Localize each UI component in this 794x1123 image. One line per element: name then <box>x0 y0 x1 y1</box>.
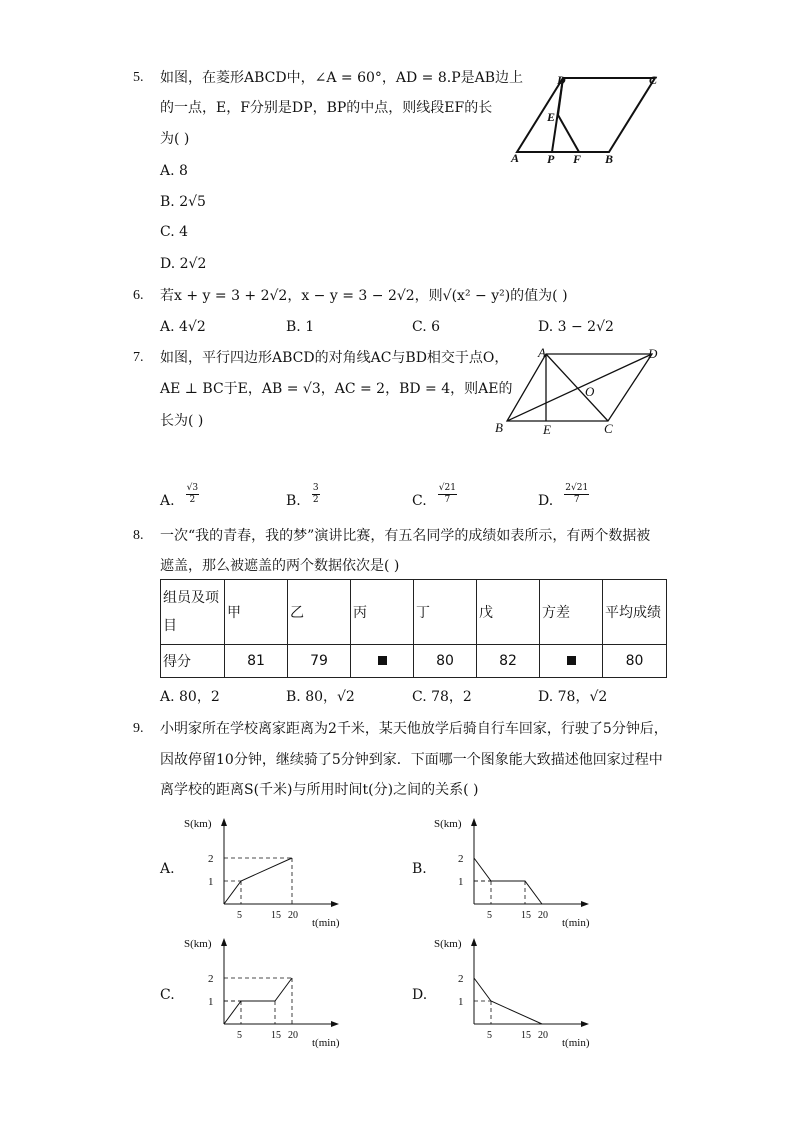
y-axis-label: S(km) <box>184 818 212 830</box>
y-axis-arrow <box>221 818 227 826</box>
q7-label-d: D <box>648 346 658 361</box>
x-tick-label: 5 <box>237 1030 242 1041</box>
q7-option-d[interactable]: D. $\frac{2√21}{7}$ <box>538 483 589 509</box>
q8-option-d[interactable]: D. 78，√2 <box>538 689 608 705</box>
q9-stem-line3: 离学校的距离S(千米)与所用时间t(分)之间的关系( ) <box>160 782 479 798</box>
x-tick-label: 15 <box>521 910 531 921</box>
q5-option-a[interactable]: A. 8 <box>160 163 188 179</box>
q6-option-d[interactable]: D. 3 − 2√2 <box>538 319 614 335</box>
q7-number: 7. <box>133 350 144 365</box>
table-cell: 79 <box>288 645 351 678</box>
q7-stem-line3: 长为( ) <box>160 413 204 429</box>
q7-c-denominator: 7 <box>444 495 451 505</box>
q7-stem-line2: AE ⊥ BC于E，AB = √3，AC = 2，BD = 4，则AE的 <box>160 381 513 397</box>
x-axis-arrow <box>581 901 589 907</box>
q8-option-c[interactable]: C. 78，2 <box>412 689 472 705</box>
table-row-label: 得分 <box>161 645 225 678</box>
table-header-cell: 组员及项目 <box>161 580 225 645</box>
x-tick-label: 5 <box>237 910 242 921</box>
x-axis-label: t(min) <box>562 1037 590 1049</box>
q5-stem-line3: 为( ) <box>160 131 190 147</box>
q7-c-numerator: √21 <box>438 483 456 493</box>
q7-option-b[interactable]: B. $\frac{3}{2}$ <box>286 483 319 509</box>
q5-stem-line2: 的一点，E，F分别是DP，BP的中点，则线段EF的长 <box>160 100 493 116</box>
x-tick-label: 15 <box>271 1030 281 1041</box>
table-header-cell: 乙 <box>288 580 351 645</box>
y-tick-label: 1 <box>208 996 214 1008</box>
q8-number: 8. <box>133 528 144 543</box>
q5-label-f: F <box>573 152 582 166</box>
x-tick-label: 20 <box>538 1030 548 1041</box>
table-header-cell: 平均成绩 <box>603 580 667 645</box>
table-cell-masked <box>540 645 603 678</box>
q7-d-numerator: 2√21 <box>565 483 589 493</box>
table-header-cell: 方差 <box>540 580 603 645</box>
q7-a-numerator: √3 <box>186 483 199 493</box>
y-tick-label: 1 <box>458 996 464 1008</box>
y-tick-label: 2 <box>208 973 214 985</box>
x-tick-label: 20 <box>288 910 298 921</box>
q7-label-o: O <box>585 384 595 399</box>
q8-option-a[interactable]: A. 80，2 <box>160 689 220 705</box>
x-axis-label: t(min) <box>312 1037 340 1049</box>
q9-option-c[interactable]: C. <box>160 987 175 1003</box>
y-tick-label: 2 <box>458 973 464 985</box>
q8-stem-line1: 一次“我的青春，我的梦”演讲比赛，有五名同学的成绩如表所示，有两个数据被 <box>160 528 651 544</box>
table-header-cell: 甲 <box>225 580 288 645</box>
q7-d-denominator: 7 <box>573 495 580 505</box>
table-header-cell: 丙 <box>351 580 414 645</box>
q9-graph-d[interactable] <box>426 932 606 1050</box>
x-tick-label: 5 <box>487 910 492 921</box>
q5-rhombus-figure <box>505 68 665 168</box>
table-cell: 82 <box>477 645 540 678</box>
table-row <box>161 645 667 678</box>
q7-label-c: C <box>604 421 613 436</box>
table-header-cell: 丁 <box>414 580 477 645</box>
y-axis-label: S(km) <box>434 938 462 950</box>
q5-option-b[interactable]: B. 2√5 <box>160 194 206 210</box>
q5-option-d[interactable]: D. 2√2 <box>160 256 207 272</box>
y-tick-label: 1 <box>458 876 464 888</box>
table-cell-masked <box>351 645 414 678</box>
q6-stem: 若x + y = 3 + 2√2，x − y = 3 − 2√2，则√(x² − y²)的值为( ) <box>160 288 568 304</box>
table-cell: 80 <box>414 645 477 678</box>
q7-stem-line1: 如图，平行四边形ABCD的对角线AC与BD相交于点O， <box>160 350 509 366</box>
q5-stem-line1: 如图，在菱形ABCD中，∠A = 60°，AD = 8.P是AB边上 <box>160 70 524 86</box>
q6-option-b[interactable]: B. 1 <box>286 319 315 335</box>
q9-number: 9. <box>133 721 144 736</box>
x-tick-label: 5 <box>487 1030 492 1041</box>
table-header-row <box>161 580 667 645</box>
q9-option-d[interactable]: D. <box>412 987 428 1003</box>
q7-option-c[interactable]: C. $\frac{√21}{7}$ <box>412 483 456 509</box>
q5-label-a: A <box>511 151 520 165</box>
q7-parallelogram-figure <box>490 345 670 440</box>
q8-stem-line2: 遮盖，那么被遮盖的两个数据依次是( ) <box>160 558 400 574</box>
x-tick-label: 15 <box>521 1030 531 1041</box>
q6-number: 6. <box>133 288 144 303</box>
q7-label-b: B <box>495 420 503 435</box>
q7-label-a: A <box>538 345 546 360</box>
x-axis-label: t(min) <box>562 917 590 929</box>
q9-stem-line2: 因故停留10分钟，继续骑了5分钟到家．下面哪一个图象能大致描述他回家过程中 <box>160 752 663 768</box>
q9-graph-b[interactable] <box>426 812 606 930</box>
q9-graph-a[interactable] <box>176 812 356 930</box>
q9-graph-c[interactable] <box>176 932 356 1050</box>
y-axis-arrow <box>471 938 477 946</box>
y-axis-arrow <box>471 818 477 826</box>
y-axis-label: S(km) <box>184 938 212 950</box>
q5-label-e: E <box>547 110 556 124</box>
q6-option-a[interactable]: A. 4√2 <box>160 319 206 335</box>
q9-option-b[interactable]: B. <box>412 861 427 877</box>
x-axis-arrow <box>331 1021 339 1027</box>
x-axis-arrow <box>581 1021 589 1027</box>
y-tick-label: 2 <box>458 853 464 865</box>
x-axis-label: t(min) <box>312 917 340 929</box>
y-axis-label: S(km) <box>434 818 462 830</box>
q5-label-d: D <box>557 73 566 87</box>
q9-stem-line1: 小明家所在学校离家距离为2千米，某天他放学后骑自行车回家，行驶了5分钟后， <box>160 721 668 737</box>
y-axis-arrow <box>221 938 227 946</box>
q5-option-c[interactable]: C. 4 <box>160 224 189 240</box>
table-cell: 80 <box>603 645 667 678</box>
y-tick-label: 1 <box>208 876 214 888</box>
q6-option-c[interactable]: C. 6 <box>412 319 441 335</box>
x-tick-label: 15 <box>271 910 281 921</box>
q8-option-b[interactable]: B. 80，√2 <box>286 689 355 705</box>
table-header-cell: 戊 <box>477 580 540 645</box>
q7-b-numerator: 3 <box>312 483 319 493</box>
q8-score-table <box>160 579 667 678</box>
x-tick-label: 20 <box>538 910 548 921</box>
q9-option-a[interactable]: A. <box>160 861 175 877</box>
q7-label-e: E <box>543 422 551 437</box>
q7-b-denominator: 2 <box>312 495 319 505</box>
y-tick-label: 2 <box>208 853 214 865</box>
q5-label-c: C <box>649 73 658 87</box>
q5-label-p: P <box>547 152 555 166</box>
q5-label-b: B <box>605 152 614 166</box>
x-tick-label: 20 <box>288 1030 298 1041</box>
x-axis-arrow <box>331 901 339 907</box>
q7-option-a[interactable]: A. $\frac{√3}{2}$ <box>160 483 199 509</box>
q7-a-denominator: 2 <box>189 495 196 505</box>
table-cell: 81 <box>225 645 288 678</box>
q5-number: 5. <box>133 70 144 85</box>
